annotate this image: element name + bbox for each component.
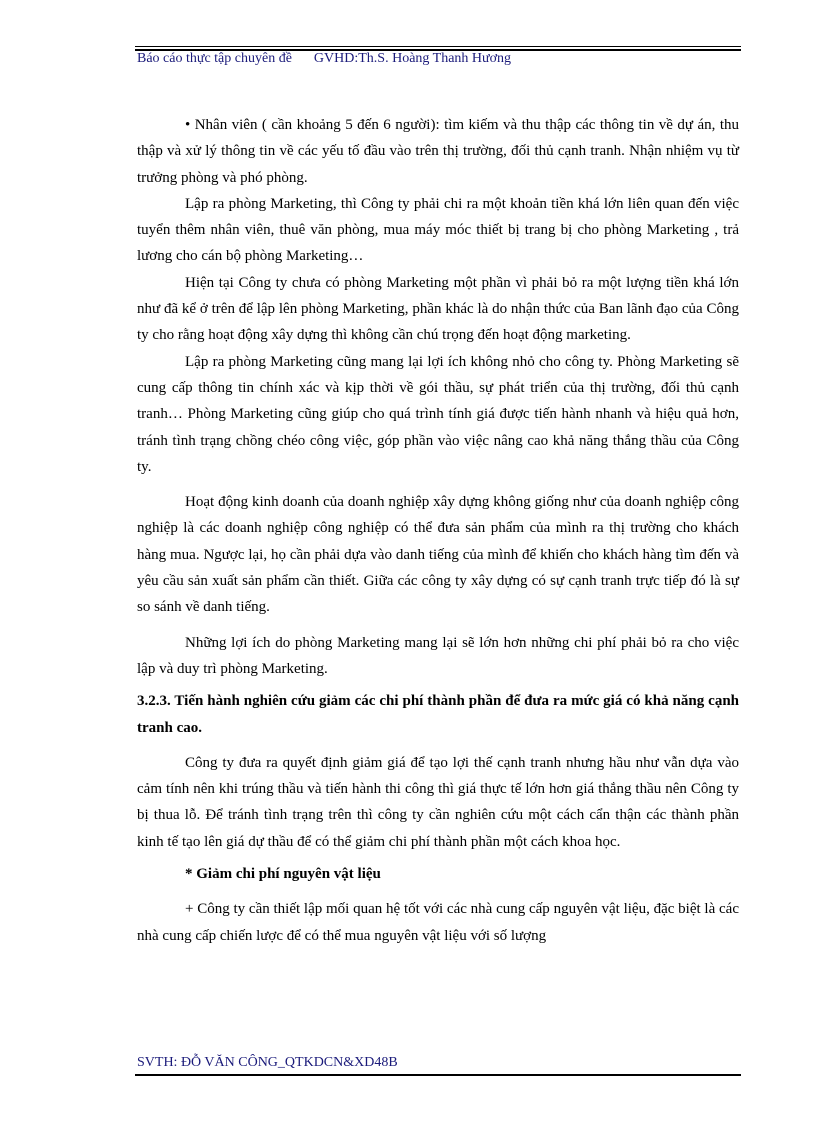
section-heading-3-2-3: 3.2.3. Tiến hành nghiên cứu giảm các chi phí thành phần để đưa ra mức giá có khả năng cạnh tranh cao. — [137, 693, 739, 736]
paragraph-business-activity: Hoạt động kinh doanh của doanh nghiệp xây dựng không giống như của doanh nghiệp công nghiệp là các doanh nghiệp công nghiệp có thể đưa sản phẩm của mình ra thị trường cho khách hàng mua. Ngược lại, họ cần phải dựa vào danh tiếng của mình để khiến cho khách hàng tìm đến và yêu cầu sản xuất sản phẩm cần thiết. Giữa các công ty xây dựng có sự cạnh tranh trực tiếp đó là sự so sánh về danh tiếng. — [137, 494, 739, 616]
paragraph-marketing-cost: Lập ra phòng Marketing, thì Công ty phải chi ra một khoản tiền khá lớn liên quan đến việc tuyển thêm nhân viên, thuê văn phòng, mua máy móc thiết bị trang bị cho phòng Marketing , trả lương cho cán bộ phòng Marketing… — [137, 195, 739, 265]
page-footer: SVTH: ĐỖ VĂN CÔNG_QTKDCN&XD48B — [137, 1055, 398, 1070]
paragraph-current-status: Hiện tại Công ty chưa có phòng Marketing một phần vì phải bỏ ra một lượng tiền khá lớn như đã kể ở trên để lập lên phòng Marketing, phần khác là do nhận thức của Ban lãnh đạo của Công ty cho rằng hoạt động xây dựng thì không cần chú trọng đến hoạt động marketing. — [137, 274, 739, 344]
paragraph-price-reduction: Công ty đưa ra quyết định giảm giá để tạo lợi thế cạnh tranh nhưng hầu như vẫn dựa vào cảm tính nên khi trúng thầu và tiến hành thi công thì giá thực tế lớn hơn giá thắng thầu nên Công ty bị thua lỗ. Để tránh tình trạng trên thì công ty cần nghiên cứu một cách cẩn thận các thành phần kinh tế tạo lên giá dự thầu để có thể giảm chi phí thành phần một cách khoa học. — [137, 754, 739, 850]
subheading-material-costs: * Giảm chi phí nguyên vật liệu — [185, 866, 381, 883]
document-body — [137, 112, 739, 949]
paragraph-supplier-relations: + Công ty cần thiết lập mối quan hệ tốt với các nhà cung cấp nguyên vật liệu, đặc biệt là các nhà cung cấp chiến lược để có thể mua nguyên vật liệu với số lượng — [137, 901, 739, 944]
header-report-title: Báo cáo thực tập chuyên đề — [137, 51, 292, 66]
paragraph-marketing-benefits: Lập ra phòng Marketing cũng mang lại lợi ích không nhỏ cho công ty. Phòng Marketing sẽ cung cấp thông tin chính xác và kịp thời về gói thầu, sự phát triển của thị trường, đối thủ cạnh tranh… Phòng Marketing cũng giúp cho quá trình tính giá được tiến hành nhanh và hiệu quả hơn, tránh tình trạng chồng chéo công việc, góp phần vào việc nâng cao khả năng thắng thầu của Công ty. — [137, 353, 739, 475]
header-rule-thin — [135, 46, 741, 47]
page-header — [137, 51, 511, 67]
footer-rule — [135, 1074, 741, 1076]
paragraph-benefit-summary: Những lợi ích do phòng Marketing mang lại sẽ lớn hơn những chi phí phải bỏ ra cho việc lập và duy trì phòng Marketing. — [137, 634, 739, 677]
paragraph-staff-role: • Nhân viên ( cần khoảng 5 đến 6 người): tìm kiếm và thu thập các thông tin về dự án, thu thập và xử lý thông tin về các yếu tố đầu vào trên thị trường, đối thủ cạnh tranh. Nhận nhiệm vụ từ trưởng phòng và phó phòng. — [137, 117, 739, 186]
header-supervisor: GVHD:Th.S. Hoàng Thanh Hương — [313, 51, 512, 66]
